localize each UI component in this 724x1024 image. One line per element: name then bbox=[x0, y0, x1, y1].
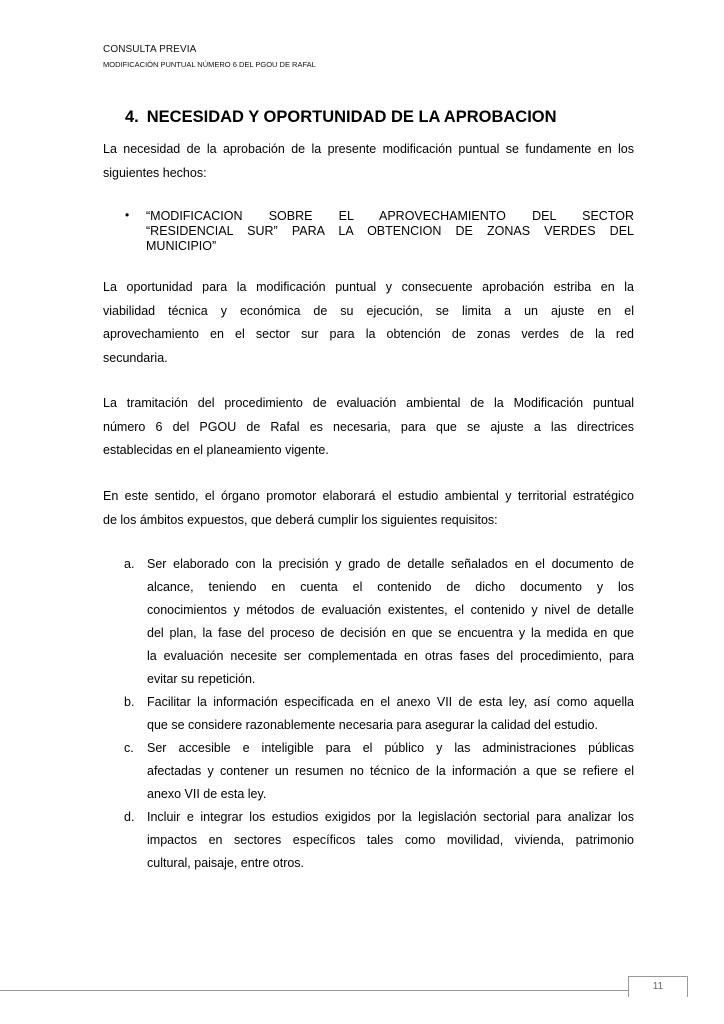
paragraph-sentido bbox=[103, 485, 634, 532]
paragraph-line: siguientes hechos: bbox=[103, 165, 207, 180]
bullet-line: “RESIDENCIAL SUR” PARA LA OBTENCION DE ZONAS VERDES DEL bbox=[146, 224, 634, 238]
paragraph-line: En este sentido, el órgano promotor elaborará el estudio ambiental y territorial estratégico bbox=[103, 489, 634, 503]
header-subtitle: MODIFICACIÓN PUNTUAL NÚMERO 6 DEL PGOU DE RAFAL bbox=[103, 60, 316, 69]
list-item bbox=[124, 691, 634, 737]
header-title: CONSULTA PREVIA bbox=[103, 44, 197, 55]
list-item-text bbox=[147, 737, 634, 806]
list-marker: b. bbox=[124, 695, 135, 709]
paragraph-line: La tramitación del procedimiento de evaluación ambiental de la Modificación puntual bbox=[103, 396, 634, 410]
paragraph-line: establecidas en el planeamiento vigente. bbox=[103, 443, 329, 457]
list-line: la evaluación necesite ser complementada en otras fases del procedimiento, para bbox=[147, 649, 634, 663]
list-item bbox=[124, 553, 634, 691]
list-item bbox=[124, 737, 634, 806]
list-line: anexo VII de esta ley. bbox=[147, 787, 267, 801]
footer-divider bbox=[0, 990, 628, 991]
list-line: que se considere razonablemente necesaria para asegurar la calidad del estudio. bbox=[147, 718, 598, 732]
list-item bbox=[124, 806, 634, 875]
list-item-text bbox=[147, 691, 634, 737]
page-number: 11 bbox=[628, 976, 688, 997]
list-line: alcance, teniendo en cuenta el contenido de dicho documento y los bbox=[147, 580, 634, 594]
list-item-text bbox=[147, 806, 634, 875]
section-title: NECESIDAD Y OPORTUNIDAD DE LA APROBACION bbox=[146, 108, 557, 126]
paragraph-line: número 6 del PGOU de Rafal es necesaria, para que se ajuste a las directrices bbox=[103, 419, 634, 434]
list-line: Facilitar la información especificada en el anexo VII de esta ley, así como aquella bbox=[147, 695, 634, 709]
list-line: Ser accesible e inteligible para el público y las administraciones públicas bbox=[147, 741, 634, 755]
paragraph-line: viabilidad técnica y económica de su ejecución, se limita a un ajuste en el bbox=[103, 303, 634, 318]
list-line: conocimientos y métodos de evaluación existentes, el contenido y nivel de detalle bbox=[147, 603, 634, 617]
paragraph-line: La oportunidad para la modificación puntual y consecuente aprobación estriba en la bbox=[103, 280, 634, 294]
paragraph-line: La necesidad de la aprobación de la presente modificación puntual se fundamente en los bbox=[103, 142, 634, 156]
paragraph-oportunidad bbox=[103, 276, 634, 370]
paragraph-necesidad bbox=[103, 138, 634, 185]
paragraph-tramitacion bbox=[103, 392, 634, 463]
list-marker: d. bbox=[124, 810, 135, 824]
requirements-list bbox=[124, 553, 634, 875]
bullet-line: MUNICIPIO” bbox=[146, 239, 217, 253]
list-line: del plan, la fase del proceso de decisión en que se encuentra y la medida en que bbox=[147, 626, 634, 640]
section-heading bbox=[125, 107, 557, 127]
paragraph-line: aprovechamiento en el sector sur para la obtención de zonas verdes de la red bbox=[103, 327, 634, 341]
bullet-marker: • bbox=[125, 208, 130, 222]
list-line: Incluir e integrar los estudios exigidos por la legislación sectorial para analizar los bbox=[147, 810, 634, 824]
list-line: Ser elaborado con la precisión y grado de detalle señalados en el documento de bbox=[147, 557, 634, 571]
list-item-text bbox=[147, 553, 634, 691]
list-marker: c. bbox=[124, 741, 134, 755]
list-line: cultural, paisaje, entre otros. bbox=[147, 856, 305, 870]
list-line: evitar su repetición. bbox=[147, 672, 256, 686]
bullet-text bbox=[146, 209, 634, 254]
list-marker: a. bbox=[124, 557, 135, 571]
section-number: 4. bbox=[125, 108, 139, 126]
paragraph-line: de los ámbitos expuestos, que deberá cumplir los siguientes requisitos: bbox=[103, 512, 498, 527]
list-line: afectadas y contener un resumen no técnico de la información a que se refiere el bbox=[147, 764, 634, 778]
paragraph-line: secundaria. bbox=[103, 350, 168, 365]
list-line: impactos en sectores específicos tales como movilidad, vivienda, patrimonio bbox=[147, 833, 634, 847]
bullet-line: “MODIFICACION SOBRE EL APROVECHAMIENTO DEL SECTOR bbox=[146, 209, 634, 223]
page-header bbox=[103, 44, 316, 70]
